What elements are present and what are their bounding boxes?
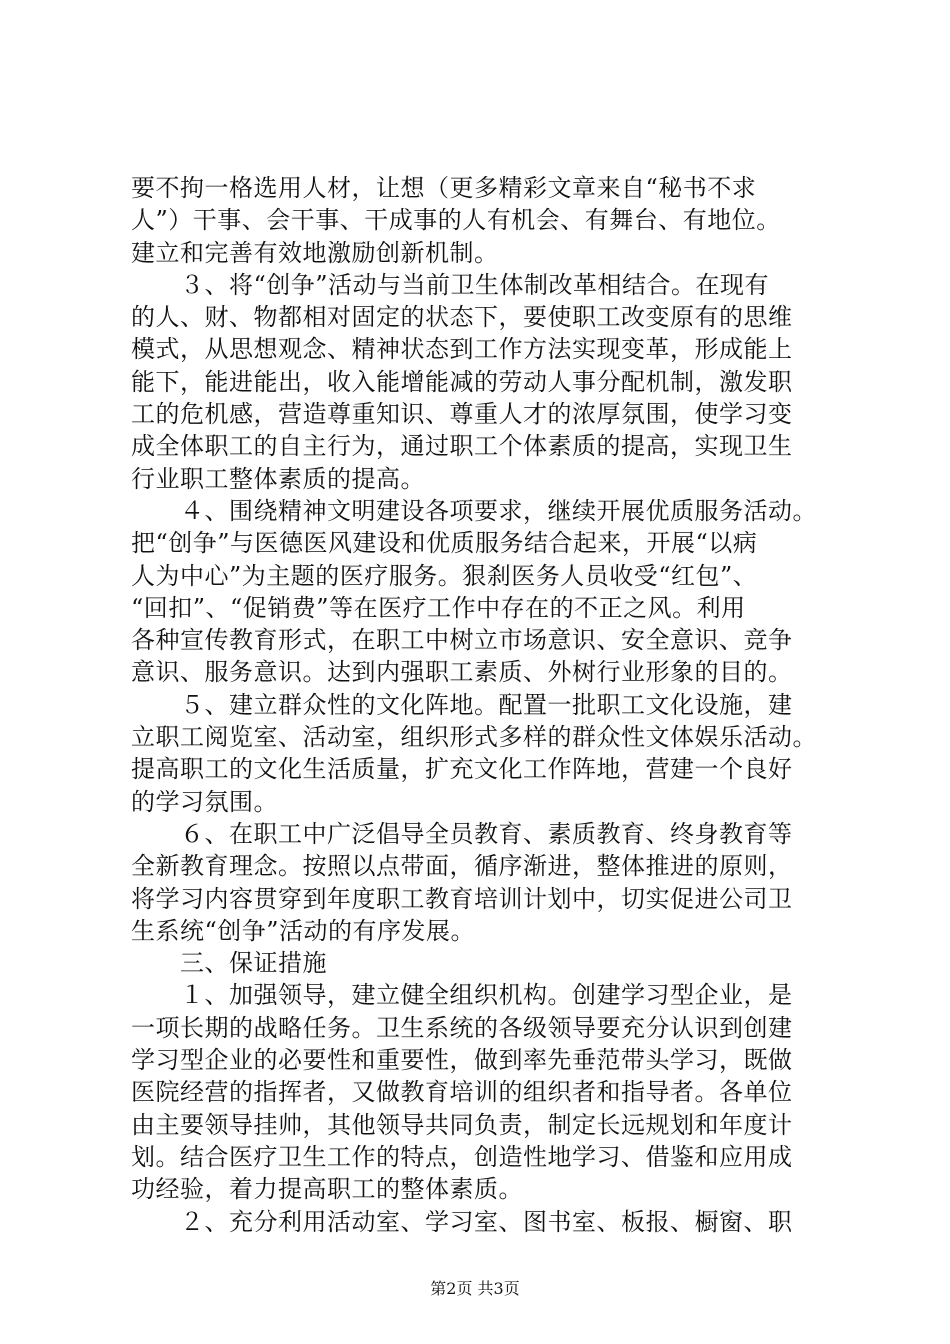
text-line: 医院经营的指挥者，又做教育培训的组织者和指导者。各单位	[131, 1078, 793, 1107]
text-line: 建立和完善有效地激励创新机制。	[131, 238, 499, 267]
text-line: 工的危机感，营造尊重知识、尊重人才的浓厚氛围，使学习变	[131, 400, 793, 429]
document-body	[131, 172, 837, 1238]
page-footer: 第2页 共3页	[430, 1279, 520, 1298]
text-line: １、加强领导，建立健全组织机构。创建学习型企业，是	[131, 981, 793, 1010]
text-line: 立职工阅览室、活动室，组织形式多样的群众性文体娱乐活动。	[131, 723, 817, 752]
text-line: 能下，能进能出，收入能增能减的劳动人事分配机制，激发职	[131, 367, 793, 396]
section-heading: 三、保证措施	[131, 949, 327, 978]
text-line: ６、在职工中广泛倡导全员教育、素质教育、终身教育等	[131, 819, 793, 848]
text-line: ５、建立群众性的文化阵地。配置一批职工文化设施，建	[131, 690, 793, 719]
text-line: 成全体职工的自主行为，通过职工个体素质的提高，实现卫生	[131, 432, 793, 461]
text-line: 的学习氛围。	[131, 787, 278, 816]
text-line: “回扣”、“促销费”等在医疗工作中存在的不正之风。利用	[131, 593, 746, 622]
text-line: 模式，从思想观念、精神状态到工作方法实现变革，形成能上	[131, 335, 793, 364]
text-line: 学习型企业的必要性和重要性，做到率先垂范带头学习，既做	[131, 1046, 793, 1075]
text-line: 生系统“创争”活动的有序发展。	[131, 916, 476, 945]
text-line: ３、将“创争”活动与当前卫生体制改革相结合。在现有	[131, 270, 770, 299]
text-line: 各种宣传教育形式，在职工中树立市场意识、安全意识、竞争	[131, 626, 793, 655]
text-line: 将学习内容贯穿到年度职工教育培训计划中，切实促进公司卫	[131, 884, 793, 913]
text-line: 要不拘一格选用人材，让想（更多精彩文章来自“秘书不求	[131, 174, 757, 202]
text-line: ２、充分利用活动室、学习室、图书室、板报、橱窗、职	[131, 1207, 793, 1236]
text-line: 全新教育理念。按照以点带面，循序渐进，整体推进的原则，	[131, 852, 793, 881]
text-line: 意识、服务意识。达到内强职工素质、外树行业形象的目的。	[131, 658, 793, 687]
text-line: 的人、财、物都相对固定的状态下，要使职工改变原有的思维	[131, 303, 793, 332]
text-line: 人”）干事、会干事、干成事的人有机会、有舞台、有地位。	[131, 206, 781, 235]
text-line: 划。结合医疗卫生工作的特点，创造性地学习、借鉴和应用成	[131, 1142, 793, 1171]
text-line: 行业职工整体素质的提高。	[131, 464, 425, 493]
text-line: 人为中心”为主题的医疗服务。狠刹医务人员收受“红包”、	[131, 561, 758, 590]
text-line: 一项长期的战略任务。卫生系统的各级领导要充分认识到创建	[131, 1013, 793, 1042]
text-line: 功经验，着力提高职工的整体素质。	[131, 1175, 523, 1204]
text-line: 由主要领导挂帅，其他领导共同负责，制定长远规划和年度计	[131, 1110, 793, 1139]
text-line: ４、围绕精神文明建设各项要求，继续开展优质服务活动。	[131, 496, 817, 525]
text-line: 提高职工的文化生活质量，扩充文化工作阵地，营建一个良好	[131, 755, 793, 784]
text-line: 把“创争”与医德医风建设和优质服务结合起来，开展“以病	[131, 529, 758, 558]
